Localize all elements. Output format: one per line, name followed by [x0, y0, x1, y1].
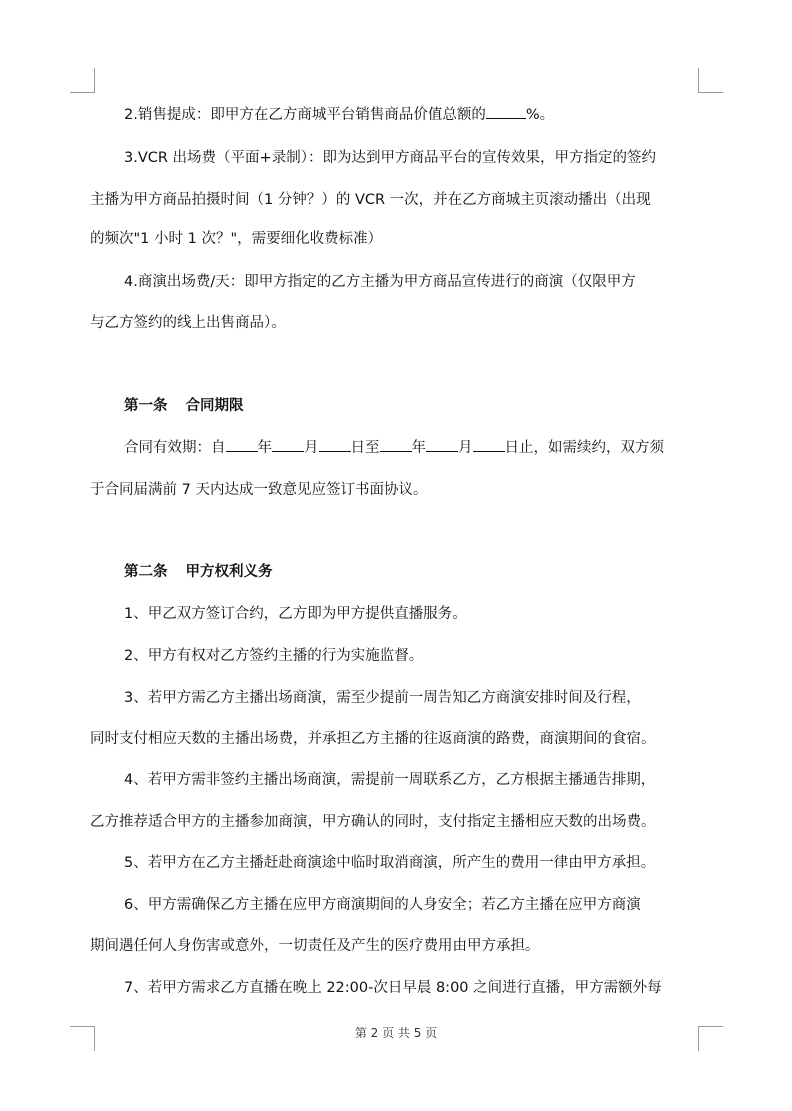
list-item: 2、甲方有权对乙方签约主播的行为实施监督。 — [124, 648, 424, 664]
paragraph-line: 的频次"1 小时 1 次？"，需要细化收费标准） — [90, 231, 383, 247]
list-item: 3、若甲方需乙方主播出场商演，需至少提前一周告知乙方商演安排时间及行程， — [124, 690, 641, 706]
blank-underline — [272, 437, 304, 452]
text-segment: 月 — [458, 440, 473, 456]
list-item: 6、甲方需确保乙方主播在应甲方商演期间的人身安全；若乙方主播在应甲方商演 — [124, 897, 641, 913]
list-item-continuation: 同时支付相应天数的主播出场费，并承担乙方主播的往返商演的路费，商演期间的食宿。 — [90, 731, 656, 747]
list-item-continuation: 乙方推荐适合甲方的主播参加商演，甲方确认的同时，支付指定主播相应天数的出场费。 — [90, 814, 656, 830]
text-segment: 日至 — [350, 440, 380, 456]
list-item-continuation: 期间遇任何人身伤害或意外，一切责任及产生的医疗费用由甲方承担。 — [90, 938, 540, 954]
corner-mark-top-left — [70, 68, 95, 93]
list-item: 1、甲乙双方签订合约，乙方即为甲方提供直播服务。 — [124, 606, 467, 622]
blank-underline — [380, 437, 412, 452]
paragraph-line — [124, 104, 554, 125]
text-segment: 合同有效期：自 — [124, 440, 226, 456]
paragraph-line — [124, 437, 664, 458]
article-number: 第二条 — [124, 564, 168, 580]
blank-underline — [319, 437, 351, 452]
list-item: 4、若甲方需非签约主播出场商演，需提前一周联系乙方，乙方根据主播通告排期， — [124, 772, 656, 788]
paragraph-line: 3.VCR 出场费（平面+录制）：即为达到甲方商品平台的宣传效果，甲方指定的签约 — [124, 150, 656, 166]
paragraph-line: 主播为甲方商品拍摄时间（1 分钟？）的 VCR 一次，并在乙方商城主页滚动播出（出现 — [90, 192, 651, 208]
article-heading — [124, 562, 273, 582]
article-number: 第一条 — [124, 398, 168, 414]
page-number-footer: 第 2 页 共 5 页 — [354, 1026, 438, 1040]
paragraph-line: 4.商演出场费/天：即甲方指定的乙方主播为甲方商品宣传进行的商演（仅限甲方 — [124, 274, 636, 290]
blank-underline — [473, 437, 505, 452]
paragraph-line: 与乙方签约的线上出售商品）。 — [90, 315, 286, 331]
text-sales-commission: 2.销售提成：即甲方在乙方商城平台销售商品价值总额的 — [124, 107, 486, 123]
text-segment: 年 — [257, 440, 272, 456]
list-item: 5、若甲方在乙方主播赶赴商演途中临时取消商演，所产生的费用一律由甲方承担。 — [124, 855, 656, 871]
paragraph-line: 于合同届满前 7 天内达成一致意见应签订书面协议。 — [90, 482, 428, 498]
text-percent: %。 — [525, 107, 555, 123]
article-title: 合同期限 — [185, 398, 244, 414]
article-heading — [124, 396, 244, 416]
blank-underline — [486, 104, 526, 119]
article-title: 甲方权利义务 — [185, 564, 273, 580]
blank-underline — [226, 437, 258, 452]
text-segment: 日止，如需续约，双方须 — [504, 440, 664, 456]
blank-underline — [426, 437, 458, 452]
text-segment: 年 — [411, 440, 426, 456]
text-segment: 月 — [304, 440, 319, 456]
corner-mark-top-right — [698, 68, 723, 93]
list-item: 7、若甲方需求乙方直播在晚上 22:00-次日早晨 8:00 之间进行直播，甲方需额外每 — [124, 980, 662, 996]
